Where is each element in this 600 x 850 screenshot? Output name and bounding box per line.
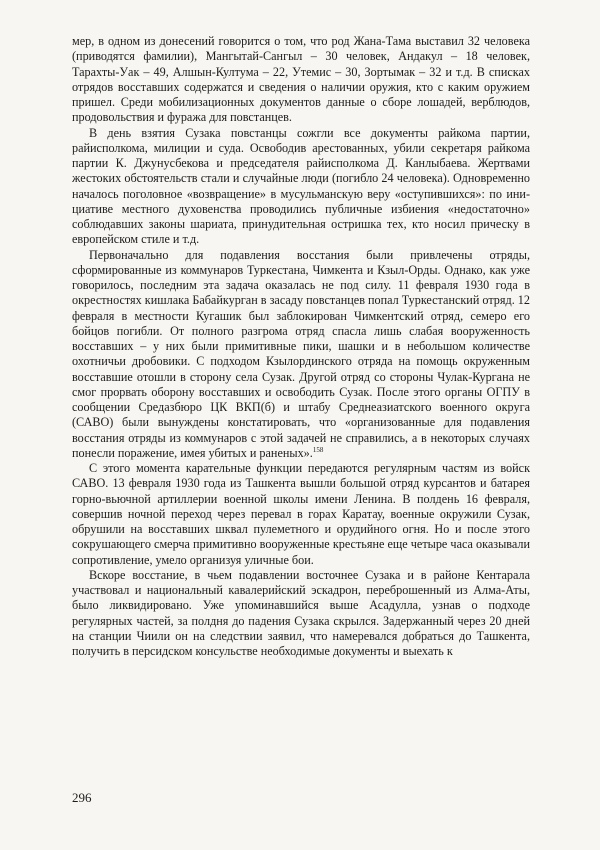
paragraph-3-text: Первоначально для подавления восстания были привлечены отряды, сформированные из коммунаров Туркестана, Чимкента и Кзыл-Орды. Однако, как уже говорилось, последним эта задача оказалась не под силу. 11 февраля 1930 года в окрестностях кишлака Бабайкурган в засаду повстанцев попал Туркестанский отряд. 12 февраля в местности Кугашик был заблокирован Чимкентский отряд, семеро его бойцов погибли. От полного разгрома отряд спасла лишь слабая вооруженность восставших – у них были примитивные пики, шашки и в небольшом количестве охотничьи дробовики. С подходом Кзылординского отряда на помощь окруженным восставшие отошли в сторону села Сузак. Другой отряд со стороны Чулак-Кургана не смог прорвать оборону восставших и освободить Сузак. После этого органы ОГПУ в сообщении Средазбюро ЦК ВКП(б) и штабу Среднеазиатского военного округа (САВО) были вынуждены констатировать, что «организованные для подавления восстания отряды из коммунаров с этой задачей не справились, а в некоторых случаях понесли поражение, имея убитых и раненых». <box>72 247 530 460</box>
paragraph-2: В день взятия Сузака повстанцы сожгли все документы райкома партии, райисполкома, милиции и суда. Освободив арестованных, убили секретаря райкома партии К. Джунусбекова и председателя райисполкома Д. Канлыбаева. Жертвами жестоких обстоятельств стали и случайные люди (погибло 24 человека). Одновременно началось поголовное «возвращение» в мусульманскую веру «оступившихся»: по инициативе местного духовенства проводились публичные избиения «недостаточно» соблюдавших законы шариата, принудительная остришка тех, кто носил прическу в европейском стиле и т.д. <box>72 125 530 247</box>
page-number: 296 <box>72 790 92 805</box>
footnote-ref-158: 158 <box>312 445 324 454</box>
paragraph-4: С этого момента карательные функции передаются регулярным частям из войск САВО. 13 февраля 1930 года из Ташкента вышли большой отряд курсантов и батарея горно-вьючной артиллерии военной школы имени Ленина. В полдень 16 февраля, совершив ночной переход через перевал в горах Каратау, военные окружили Сузак, обрушили на восставших шквал пулеметного и орудийного огня. Но и после этого сокрушающего смерча примитивно вооруженные крестьяне еще четыре часа оказывали сопротивление, умело организуя уличные бои. <box>72 461 530 567</box>
paragraph-5: Вскоре восстание, в чьем подавлении восточнее Сузака и в районе Кентарала участвовал и национальный кавалерийский эскадрон, переброшенный из Алма-Аты, было ликвидировано. Уже упоминавшийся выше Асадулла, узнав о подходе регулярных частей, за полдня до падения Сузака скрылся. Задержанный через 20 дней на станции Чиили он на следствии заявил, что намеревался добраться до Ташкента, получить в персидском консульстве необходимые документы и выехать к <box>72 567 530 658</box>
paragraph-3 <box>72 248 530 462</box>
paragraph-1: мер, в одном из донесений говорится о том, что род Жана-Тама выставил 32 человека (приводятся фамилии), Мангытай-Сангыл – 30 человек, Андакул – 18 человек, Тарахты-Уак – 49, Алшын-Култума – 22, Утемис – 30, Зортымак – 32 и т.д. В списках отрядов восставших содержатся и сведения о наличии оружия, кто с каким оружием пришел. Среди мобилизационных документов данные о сборе лошадей, верблюдов, продовольствия и фуража для повстанцев. <box>72 34 530 125</box>
page-body <box>72 34 530 659</box>
